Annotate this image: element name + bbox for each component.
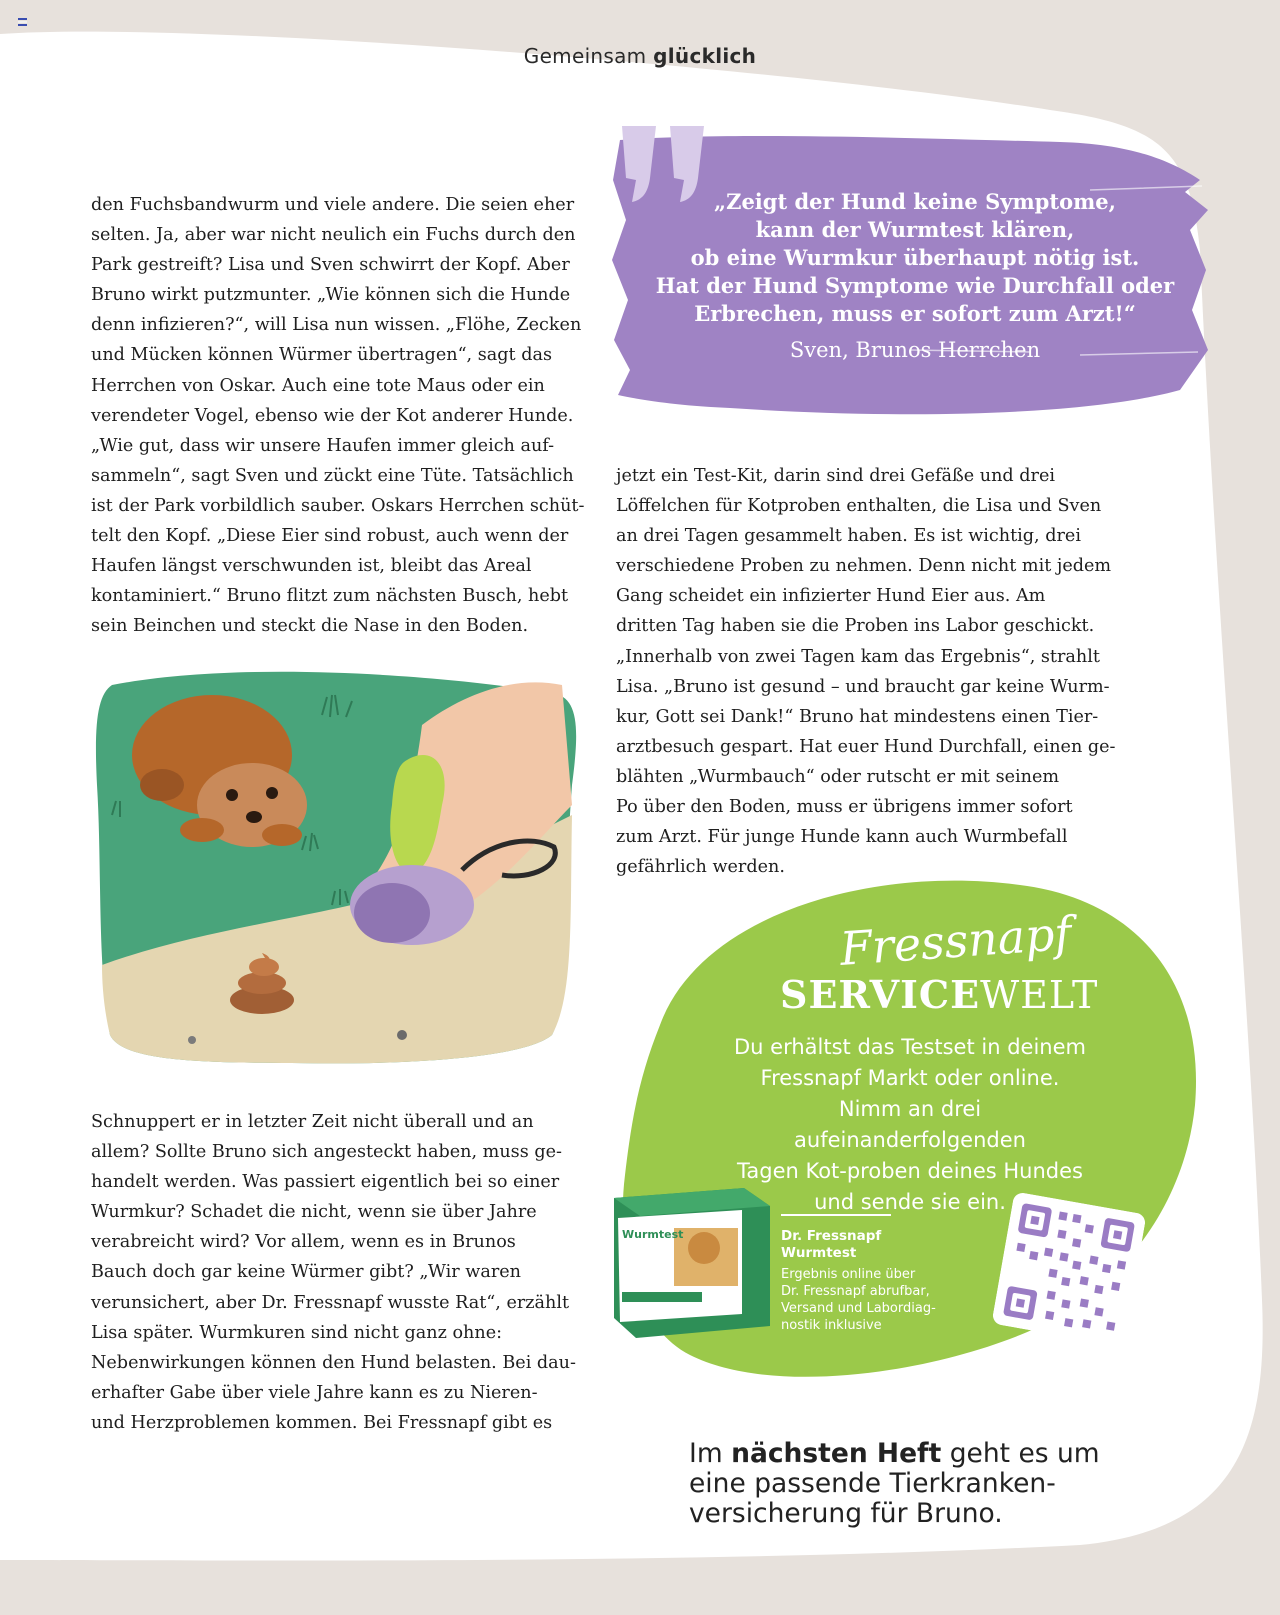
service-title-light: WELT — [980, 973, 1099, 1017]
product-description: Ergebnis online über Dr. Fressnapf abrufbar, Versand und Labordiag- nostik inklusive — [781, 1267, 936, 1333]
product-title: Dr. Fressnapf Wurmtest — [781, 1228, 882, 1261]
corner-mark — [18, 18, 27, 26]
page-header — [0, 44, 1280, 68]
next-issue-prefix: Im — [689, 1438, 723, 1469]
quote-author: Sven, Brunos Herrchen — [789, 338, 1041, 362]
service-title-bold: SERVICE — [780, 972, 981, 1017]
product-box-label: Wurmtest — [622, 1228, 684, 1241]
header-bold: glücklich — [653, 44, 757, 68]
article-text-left-top: den Fuchsbandwurm und viele andere. Die seien eher selten. Ja, aber war nicht neulich ein Fuchs durch den Park gestreift? Lisa und Sven schwirrt der Kopf. Aber Bruno wirkt putzmunter. „Wie können sich die Hunde denn infizieren?“, will Lisa nun wissen. „Flöhe, Zecken und Mücken können Würmer übertragen“, sagt das Herrchen von Oskar. Auch eine tote Maus oder ein verendeter Vogel, ebenso wie der Kot anderer Hunde. „Wie gut, dass wir unsere Haufen immer gleich auf- sammeln“, sagt Sven und zückt eine Tüte. Tatsächlich ist der Park vorbildlich sauber. Oskars Herrchen schüt- telt den Kopf. „Diese Eier sind robust, auch wenn der Haufen längst verschwunden ist, bleibt das Areal kontaminiert.“ Bruno flitzt zum nächsten Busch, hebt sein Beinchen und steckt die Nase in den Boden. — [91, 195, 585, 637]
service-script-logo: Fressnapf — [838, 905, 1074, 976]
service-title — [780, 972, 1140, 1017]
article-text-right: jetzt ein Test-Kit, darin sind drei Gefäße und drei Löffelchen für Kotproben enthalten, die Lisa und Sven an drei Tagen gesammelt haben. Es ist wichtig, drei verschiedene Proben zu nehmen. Denn nicht mit jedem Gang scheidet ein infizierter Hund Eier aus. Am dritten Tag haben sie die Proben ins Labor geschickt. „Innerhalb von zwei Tagen kam das Ergebnis“, strahlt Lisa. „Bruno ist gesund – und braucht gar keine Wurm- kur, Gott sei Dank!“ Bruno hat mindestens einen Tier- arztbesuch gespart. Hat euer Hund Durchfall, einen ge- blähten „Wurmbauch“ oder rutscht er mit seinem Po über den Boden, muss er übrigens immer sofort zum Arzt. Für junge Hunde kann auch Wurmbefall gefährlich werden. — [616, 466, 1116, 878]
header-prefix: Gemeinsam — [523, 44, 647, 68]
service-text: Du erhältst das Testset in deinem Fressnapf Markt oder online. Nimm an drei aufeinanderfolgenden Tagen Kot-proben deines Hundes und sende sie ein. — [734, 1035, 1086, 1214]
article-text-left-bottom: Schnuppert er in letzter Zeit nicht überall und an allem? Sollte Bruno sich angesteckt haben, muss ge- handelt werden. Was passiert eigentlich bei so einer Wurmkur? Schadet die nicht, wenn sie über Jahre verabreicht wird? Vor allem, wenn es in Brunos Bauch doch gar keine Würmer gibt? „Wir waren verunsichert, aber Dr. Fressnapf wusste Rat“, erzählt Lisa später. Wurmkuren sind nicht ganz ohne: Nebenwirkungen können den Hund belasten. Bei dau- erhafter Gabe über viele Jahre kann es zu Nieren- und Herzproblemen kommen. Bei Fressnapf gibt es — [91, 1112, 576, 1433]
product-divider — [781, 1214, 891, 1216]
quote-text: „Zeigt der Hund keine Symptome, kann der Wurmtest klären, ob eine Wurmkur überhaupt nötig ist. Hat der Hund Symptome wie Durchfall oder Erbrechen, muss er sofort zum Arzt!“ — [655, 189, 1175, 326]
qr-code-icon[interactable] — [991, 1191, 1146, 1346]
next-issue-bold: nächsten Heft — [731, 1438, 942, 1469]
next-issue-teaser — [689, 1439, 1109, 1529]
dog-illustration — [92, 665, 580, 1075]
wurmtest-product-box — [614, 1188, 770, 1338]
next-issue-rest: geht es um eine passende Tierkranken-versicherung für Bruno. — [689, 1438, 1100, 1529]
